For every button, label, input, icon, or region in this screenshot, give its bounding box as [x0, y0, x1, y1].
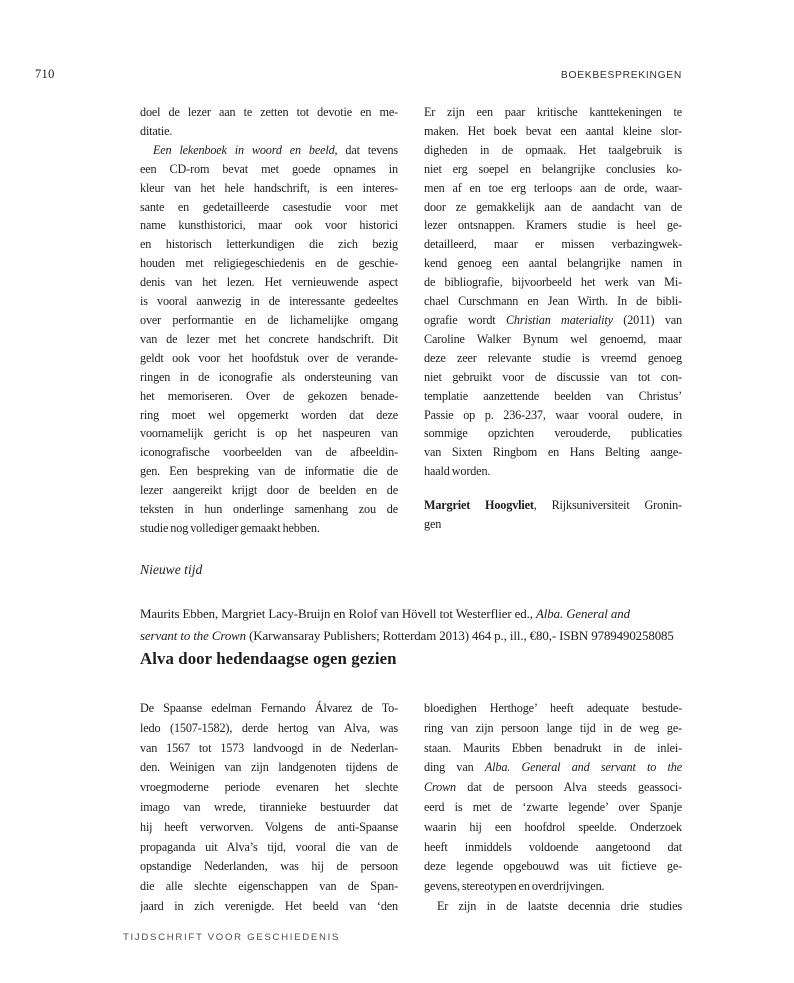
text-line: ografie wordt Christian materiality (2011) van — [424, 312, 682, 327]
text-line: ledo (1507-1582), derde hertog van Alva, was — [140, 720, 398, 735]
text-line: kleur van het hele handschrift, is een interes- — [140, 180, 398, 195]
page-number: 710 — [35, 67, 55, 81]
text-line: van de lezer met het concrete handschrift. Dit — [140, 331, 398, 346]
text-line: is vooral aanwezig in de interessante gedeeltes — [140, 294, 398, 309]
text-line: men af en toe erg terloops aan de orde, waar- — [424, 180, 682, 195]
text-line: sante en gedetailleerde casestudie voor met — [140, 199, 398, 214]
text-line: deze legende opgebouwd was uit fictieve ge- — [424, 859, 682, 874]
text-line: gen. Een bespreking van de informatie die de — [140, 464, 398, 479]
text-line: die alle slechte eigenschappen van de Span- — [140, 879, 398, 894]
text-line: kend genoeg een aantal belangrijke namen in — [424, 256, 682, 271]
text-line: Caroline Walker Bynum wel genoemd, maar — [424, 331, 682, 346]
text-line: studie nog vollediger gemaakt hebben. — [140, 520, 320, 535]
reviewer-signature — [424, 496, 682, 534]
text-line: van Sixten Ringbom en Hans Belting aange- — [424, 445, 682, 460]
section-rubric: Nieuwe tijd — [140, 562, 203, 577]
text-line: Er zijn een paar kritische kanttekeningen te — [424, 105, 682, 119]
text-line: gen — [424, 517, 442, 532]
text-line: eerd is met de ‘zwarte legende’ over Spanje — [424, 799, 682, 814]
text-line: Maurits Ebben, Margriet Lacy-Bruijn en Rolof van Hövell tot Westerflier ed., Alba. General and — [140, 607, 630, 621]
text-line: van 1567 tot 1573 landvoogd in de Nederlan- — [140, 740, 398, 755]
text-line: hij heeft verworven. Volgens de anti-Spaanse — [140, 819, 398, 834]
text-line: ding van Alba. General and servant to the — [424, 760, 682, 775]
text-line: doel de lezer aan te zetten tot devotie en me- — [140, 105, 398, 119]
text-line: en historisch letterkundigen die zich bezig — [140, 237, 398, 252]
text-line: door ze gemakkelijk aan de aandacht van de — [424, 199, 682, 214]
text-line: haald worden. — [424, 464, 491, 479]
text-line: ring moet wel opgemerkt worden dat deze — [140, 407, 398, 422]
text-line: niet erg soepel en belangrijke conclusies ko- — [424, 161, 682, 176]
text-line: iconografische voorbeelden van de afbeeldin- — [140, 445, 398, 460]
text-line: sommige opzichten verouderde, publicaties — [424, 426, 682, 441]
alva-right-column — [424, 699, 682, 917]
text-line: bloedighen Herthoge’ heeft adequate bestude- — [424, 701, 682, 715]
text-line: lezer aangereikt krijgt door de beelden en de — [140, 483, 398, 498]
text-line: den. Weinigen van zijn landgenoten tijdens de — [140, 760, 398, 775]
text-line: ringen in de iconografie als ondersteuning van — [140, 369, 398, 384]
text-line: templatie aanzettende beelden van Christus’ — [424, 388, 682, 403]
text-line: teksten in hun onderlinge samenhang zou de — [140, 502, 398, 517]
text-line: opstandige Nederlanden, was hij de persoon — [140, 859, 398, 874]
text-line: jaard in zich verenigde. Het beeld van ‘den — [140, 898, 398, 913]
text-line: Crown dat de persoon Alva steeds geassoci- — [424, 780, 682, 795]
book-citation — [140, 603, 696, 647]
text-line: het memoriseren. Over de gekozen benade- — [140, 388, 398, 403]
text-line: ditatie. — [140, 123, 173, 138]
text-line: Een lekenboek in woord en beeld, dat tevens — [153, 142, 398, 157]
text-line: waarin hij een hoofdrol speelde. Onderzoek — [424, 819, 682, 834]
text-line: niet gebruikt voor de discussie van tot con- — [424, 369, 682, 384]
text-line: een CD-rom bevat met goede opnames in — [140, 161, 398, 176]
running-header: BOEKBESPREKINGEN — [560, 70, 682, 81]
text-line: Er zijn in de laatste decennia drie studies — [437, 898, 682, 913]
text-line: imago van wrede, tirannieke bestuurder dat — [140, 799, 398, 814]
review-left-column — [140, 103, 398, 538]
text-line: ring van zijn persoon lange tijd in de weg ge- — [424, 720, 682, 735]
review-title: Alva door hedendaagse ogen gezien — [140, 649, 397, 668]
text-line: servant to the Crown (Karwansaray Publishers; Rotterdam 2013) 464 p., ill., €80,- ISBN 9789490258085 — [140, 629, 674, 643]
text-line: voornamelijk gericht is op het naspeuren van — [140, 426, 398, 441]
text-line: staan. Maurits Ebben benadrukt in de inlei- — [424, 740, 682, 755]
text-line: deze zeer relevante studie is vreemd genoeg — [424, 350, 682, 365]
text-line: detailleerd, maar er missen verbazingwek- — [424, 237, 682, 252]
text-line: de bibliografie, bijvoorbeeld het werk van Mi- — [424, 275, 682, 290]
text-line: Passie op p. 236-237, waar vooral oudere, in — [424, 407, 682, 422]
text-line: chael Curschmann en Jean Wirth. In de bibli- — [424, 294, 682, 309]
text-line: De Spaanse edelman Fernando Álvarez de To- — [140, 701, 398, 715]
alva-left-column — [140, 699, 398, 917]
text-line: lezer ontsnappen. Kramers studie is heel ge- — [424, 218, 682, 233]
review-right-column — [424, 103, 682, 534]
text-line: maken. Het boek bevat een aantal kleine slor- — [424, 123, 682, 138]
review-right-text — [424, 103, 682, 481]
text-line: digheden in de opmaak. Het taalgebruik is — [424, 142, 682, 157]
text-line: heeft inmiddels voldoende aangetoond dat — [424, 839, 682, 854]
text-line: geldt ook voor het hoofdstuk over de verande- — [140, 350, 398, 365]
text-line: propaganda uit Alva’s tijd, vooral die van de — [140, 839, 398, 854]
text-line: over performantie en de lichamelijke omgang — [140, 312, 398, 327]
text-line: houden met religiegeschiedenis en de geschie- — [140, 256, 398, 271]
text-line: denis van het lezen. Het vernieuwende aspect — [140, 275, 398, 290]
text-line: vroegmoderne periode evenaren het slechte — [140, 780, 398, 795]
text-line: name kunsthistorici, maar ook voor historici — [140, 218, 398, 233]
text-line: gevens, stereotypen en overdrijvingen. — [424, 879, 605, 894]
text-line: Margriet Hoogvliet, Rijksuniversiteit Gronin- — [424, 498, 682, 513]
journal-footer: TIJDSCHRIFT VOOR GESCHIEDENIS — [123, 932, 341, 943]
